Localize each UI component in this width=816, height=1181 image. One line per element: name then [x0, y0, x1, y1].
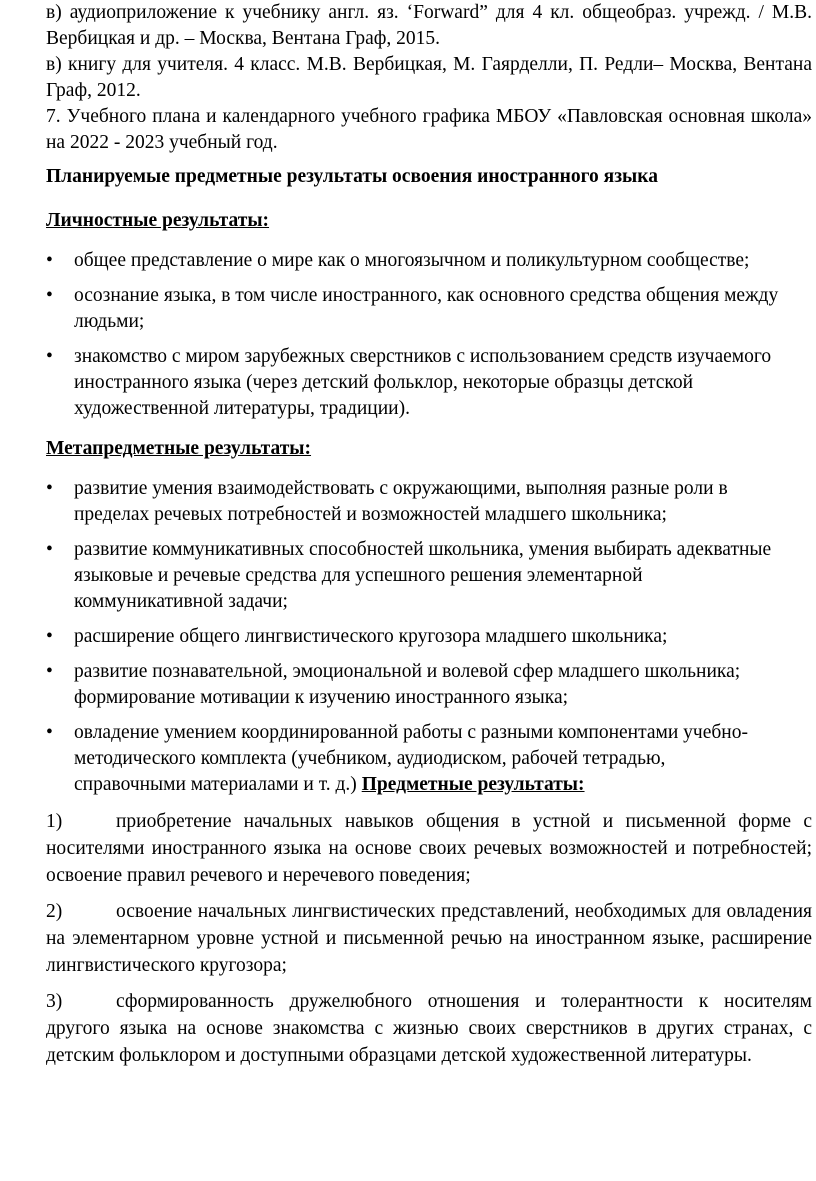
- list-item-text: развитие умения взаимодействовать с окружающими, выполняя разные роли в пределах речевых потребностей и возможностей младшего школьника;: [74, 478, 728, 525]
- personal-results-heading: Личностные результаты:: [46, 210, 270, 231]
- list-item-text: общее представление о мире как о многоязычном и поликультурном сообществе;: [74, 250, 750, 271]
- personal-results-list: [46, 248, 812, 422]
- meta-results-heading: Метапредметные результаты:: [46, 438, 312, 459]
- list-item: [46, 624, 812, 650]
- list-item-text: овладение умением координированной работы с разными компонентами учебно-методического комплекта (учебником, аудиодиском, рабочей тетрадью, справочными материалами и т. д.): [74, 722, 748, 795]
- list-item: [46, 283, 812, 335]
- list-item-text: расширение общего лингвистического кругозора младшего школьника;: [74, 626, 668, 647]
- numbered-item-text: приобретение начальных навыков общения в устной и письменной форме с носителями иностранного языка на основе своих речевых возможностей и потребностей; освоение правил речевого и неречевого поведения;: [46, 811, 812, 886]
- list-item: [46, 344, 812, 422]
- reference-line: в) книгу для учителя. 4 класс. М.В. Вербицкая, М. Гаярделли, П. Редли– Москва, Вентана Граф, 2012.: [46, 54, 812, 101]
- numbered-item: [46, 808, 812, 889]
- subject-results-heading: Предметные результаты:: [361, 774, 585, 795]
- bullet-icon: •: [46, 285, 53, 306]
- reference-line: 7. Учебного плана и календарного учебного графика МБОУ «Павловская основная школа» на 2022 - 2023 учебный год.: [46, 106, 812, 153]
- bullet-icon: •: [46, 539, 53, 560]
- bullet-icon: •: [46, 478, 53, 499]
- bullet-icon: •: [46, 722, 53, 743]
- numbered-item-text: освоение начальных лингвистических представлений, необходимых для овладения на элементарном уровне устной и письменной речью на иностранном языке, расширение лингвистического кругозора;: [46, 901, 812, 976]
- bullet-icon: •: [46, 626, 53, 647]
- item-number: 2): [46, 901, 63, 922]
- list-item-text: развитие познавательной, эмоциональной и волевой сфер младшего школьника; формирование мотивации к изучению иностранного языка;: [74, 661, 741, 708]
- list-item: [46, 537, 812, 615]
- reference-line: в) аудиоприложение к учебнику англ. яз. ‘Forward” для 4 кл. общеобраз. учрежд. / М.В. Вербицкая и др. – Москва, Вентана Граф, 2015.: [46, 2, 812, 49]
- meta-results-list: [46, 476, 812, 798]
- bullet-icon: •: [46, 250, 53, 271]
- document-page: [46, 0, 812, 1078]
- numbered-item: [46, 988, 812, 1069]
- list-item: [46, 476, 812, 528]
- list-item: [46, 248, 812, 274]
- bullet-icon: •: [46, 346, 53, 367]
- list-item: [46, 720, 812, 798]
- references-list: [46, 0, 812, 156]
- item-number: 1): [46, 811, 63, 832]
- numbered-item: [46, 898, 812, 979]
- list-item-text: осознание языка, в том числе иностранного, как основного средства общения между людьми;: [74, 285, 779, 332]
- item-number: 3): [46, 991, 63, 1012]
- subject-results-list: [46, 808, 812, 1069]
- section-title: Планируемые предметные результаты освоения иностранного языка: [46, 166, 658, 187]
- list-item-text: знакомство с миром зарубежных сверстников с использованием средств изучаемого иностранного языка (через детский фольклор, некоторые образцы детской художественной литературы, традиции).: [74, 346, 772, 419]
- list-item-text: развитие коммуникативных способностей школьника, умения выбирать адекватные языковые и речевые средства для успешного решения элементарной коммуникативной задачи;: [74, 539, 772, 612]
- numbered-item-text: сформированность дружелюбного отношения и толерантности к носителям другого языка на основе знакомства с жизнью своих сверстников в других странах, с детским фольклором и доступными образцами детской художественной литературы.: [46, 991, 812, 1066]
- list-item: [46, 659, 812, 711]
- bullet-icon: •: [46, 661, 53, 682]
